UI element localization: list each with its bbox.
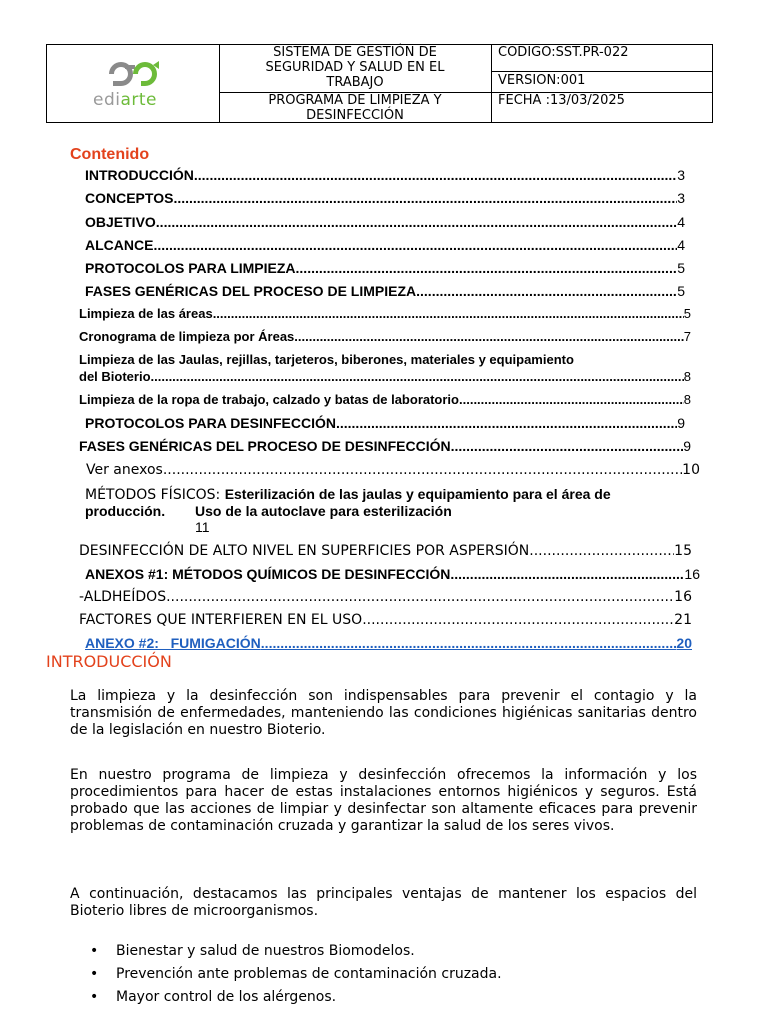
toc-entry[interactable]: ALCANCE ..... 4 (85, 237, 685, 253)
intro-paragraph-1: La limpieza y la desinfección son indispensables para prevenir el contagio y la transmisión de enfermedades, manteniendo las condiciones higiénicas sanitarias dentro de la legislación en nuestro Bioterio. (70, 688, 697, 738)
toc-heading: Contenido (70, 146, 150, 163)
doc-version: VERSION:001 (498, 73, 586, 88)
toc-entry[interactable]: PROTOCOLOS PARA DESINFECCIÓN ..... 9 (85, 415, 685, 431)
toc-entry[interactable]: del Bioterio ..... 8 (79, 369, 691, 385)
intro-paragraph-2: En nuestro programa de limpieza y desinfección ofrecemos la información y los procedimientos para hacer de estas instalaciones entornos higiénicos y seguros. Está probado que las acciones de limpiar y desinfectar son altamente eficaces para prevenir problemas de contaminación cruzada y garantizar la salud de los seres vivos. (70, 767, 697, 834)
bullet-icon: • (90, 943, 99, 959)
title-cell (219, 45, 492, 122)
toc-entry[interactable]: -ALDHEÍDOS ..... 16 (79, 589, 692, 605)
toc-entry-produccion: producción. (85, 503, 166, 519)
toc-entry-line1[interactable]: Limpieza de las Jaulas, rejillas, tarjeteros, biberones, materiales y equipamiento (79, 352, 574, 367)
toc-entry[interactable]: PROTOCOLOS PARA LIMPIEZA ..... 5 (85, 260, 685, 276)
toc-entry[interactable]: FASES GENÉRICAS DEL PROCESO DE DESINFECCIÓN ..... 9 (79, 438, 691, 454)
list-item: • Bienestar y salud de nuestros Biomodelos. (90, 943, 415, 959)
ediarte-logo-icon (99, 59, 163, 89)
toc-page-number: 11 (195, 519, 210, 535)
section-title-introduccion: INTRODUCCIÓN (46, 652, 172, 671)
toc-entry[interactable]: CONCEPTOS ..... 3 (85, 190, 685, 206)
logo-wordmark: ediarte (93, 90, 158, 110)
toc-entry[interactable]: FACTORES QUE INTERFIEREN EN EL USO ..... 21 (79, 612, 692, 628)
bullet-icon: • (90, 966, 99, 982)
doc-meta-cell (492, 45, 714, 122)
toc-entry[interactable]: Cronograma de limpieza por Áreas ..... 7 (79, 329, 691, 345)
toc-entry-metodos-fisicos[interactable]: MÉTODOS FÍSICOS: Esterilización de las jaulas y equipamiento para el área de (85, 486, 611, 503)
document-header (46, 44, 713, 123)
logo-cell (47, 45, 220, 122)
bullet-icon: • (90, 989, 99, 1005)
list-item: • Mayor control de los alérgenos. (90, 989, 337, 1005)
list-item: • Prevención ante problemas de contaminación cruzada. (90, 966, 502, 982)
intro-paragraph-3: A continuación, destacamos las principales ventajas de mantener los espacios del Bioterio libres de microorganismos. (70, 886, 697, 919)
system-title: SISTEMA DE GESTIÓN DE SEGURIDAD Y SALUD EN EL TRABAJO (219, 45, 491, 93)
toc-entry[interactable]: OBJETIVO ..... 4 (85, 214, 685, 230)
program-title: PROGRAMA DE LIMPIEZA Y DESINFECCIÓN (268, 93, 442, 123)
toc-entry[interactable]: FASES GENÉRICAS DEL PROCESO DE LIMPIEZA ..... 5 (85, 283, 685, 299)
toc-entry[interactable]: Limpieza de las áreas ..... 5 (79, 306, 691, 322)
toc-entry[interactable]: ANEXOS #1: MÉTODOS QUÍMICOS DE DESINFECCIÓN ..... 16 (85, 566, 700, 582)
toc-link-anexo-2[interactable]: ANEXO #2: FUMIGACIÓN ..... 20 (85, 635, 692, 651)
doc-code: CODIGO:SST.PR-022 (498, 45, 629, 60)
toc-entry[interactable]: Limpieza de la ropa de trabajo, calzado y batas de laboratorio ..... 8 (79, 392, 691, 408)
toc-entry-autoclave: Uso de la autoclave para esterilización (195, 503, 452, 519)
doc-date: FECHA :13/03/2025 (498, 93, 625, 108)
toc-entry[interactable]: INTRODUCCIÓN ..... 3 (85, 167, 685, 183)
toc-entry[interactable]: DESINFECCIÓN DE ALTO NIVEL EN SUPERFICIES POR ASPERSIÓN ..... 15 (79, 543, 692, 559)
toc-entry[interactable]: Ver anexos ..... 10 (86, 462, 700, 478)
